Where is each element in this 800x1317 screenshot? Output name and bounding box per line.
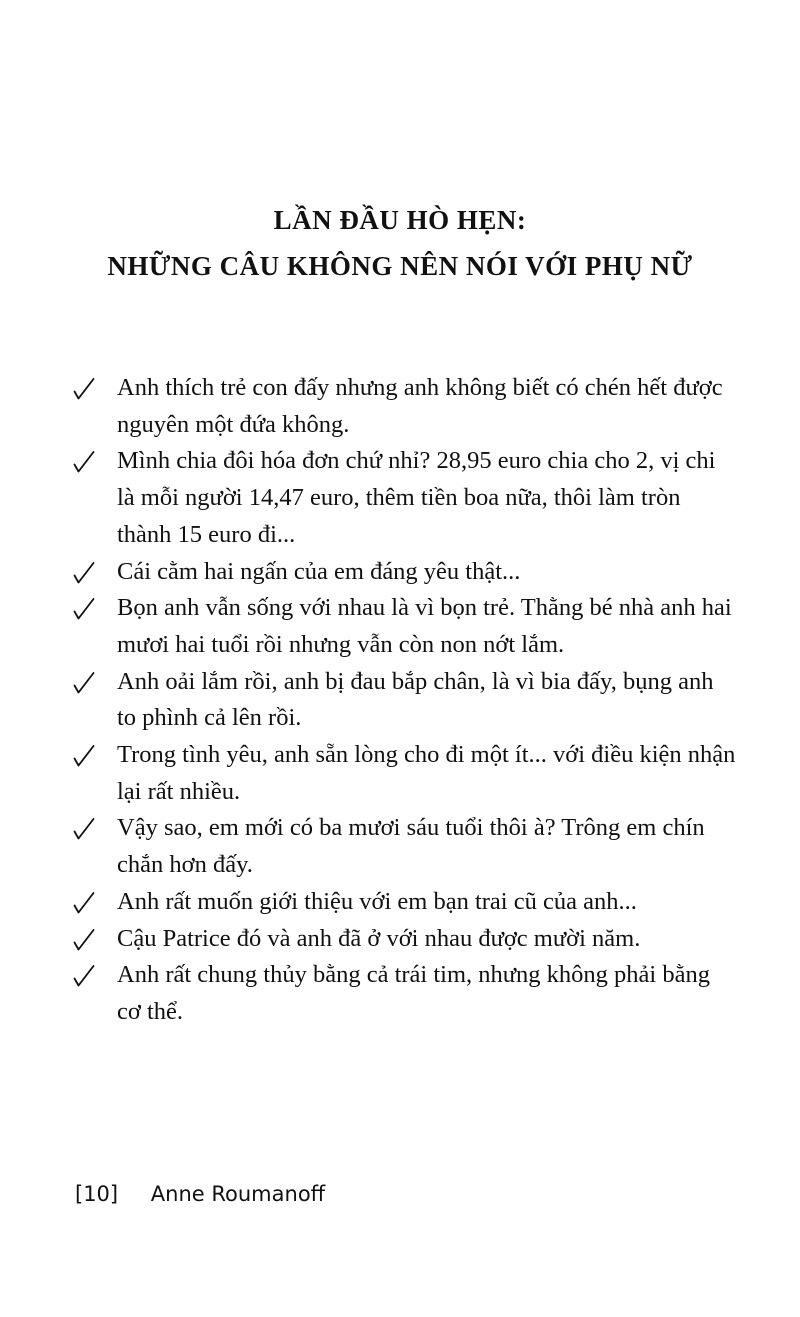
checkmark-icon bbox=[72, 817, 96, 841]
author-name: Anne Roumanoff bbox=[150, 1182, 326, 1206]
checkmark-icon bbox=[72, 561, 96, 585]
chapter-title-line-2: NHỮNG CÂU KHÔNG NÊN NÓI VỚI PHỤ NỮ bbox=[107, 251, 693, 281]
list-item bbox=[72, 810, 737, 883]
checkmark-icon bbox=[72, 597, 96, 621]
list-item bbox=[72, 443, 737, 553]
list-item-text: Cái cằm hai ngấn của em đáng yêu thật... bbox=[117, 557, 521, 585]
checkmark-icon bbox=[72, 891, 96, 915]
list-item-text: Mình chia đôi hóa đơn chứ nhỉ? 28,95 euro chia cho 2, vị chi là mỗi người 14,47 euro, thêm tiền boa nữa, thôi làm tròn thành 15 euro đi... bbox=[117, 447, 716, 548]
list-item bbox=[72, 957, 737, 1030]
checkmark-icon bbox=[72, 377, 96, 401]
list-item-text: Anh rất muốn giới thiệu với em bạn trai cũ của anh... bbox=[117, 887, 637, 915]
list-item-text: Anh oải lắm rồi, anh bị đau bắp chân, là vì bia đấy, bụng anh to phình cả lên rồi. bbox=[117, 667, 714, 732]
phrase-list bbox=[72, 370, 737, 1031]
list-item-text: Cậu Patrice đó và anh đã ở với nhau được mười năm. bbox=[117, 924, 641, 952]
checkmark-icon bbox=[72, 450, 96, 474]
list-item bbox=[72, 664, 737, 737]
chapter-title-line-1: LẦN ĐẦU HÒ HẸN: bbox=[273, 205, 527, 235]
list-item bbox=[72, 590, 737, 663]
list-item bbox=[72, 884, 737, 921]
list-item-text: Anh rất chung thủy bằng cả trái tim, nhưng không phải bằng cơ thể. bbox=[117, 961, 710, 1025]
checkmark-icon bbox=[72, 964, 96, 988]
checkmark-icon bbox=[72, 928, 96, 952]
list-item bbox=[72, 737, 737, 810]
list-item-text: Trong tình yêu, anh sẵn lòng cho đi một ít... với điều kiện nhận lại rất nhiều. bbox=[117, 741, 736, 805]
list-item bbox=[72, 921, 737, 958]
list-item-text: Bọn anh vẫn sống với nhau là vì bọn trẻ. Thằng bé nhà anh hai mươi hai tuổi rồi nhưng vẫn còn non nớt lắm. bbox=[117, 594, 732, 658]
checkmark-icon bbox=[72, 744, 96, 768]
list-item bbox=[72, 370, 737, 443]
list-item bbox=[72, 554, 737, 591]
list-item-text: Anh thích trẻ con đấy nhưng anh không biết có chén hết được nguyên một đứa không. bbox=[117, 374, 723, 438]
page-footer bbox=[75, 1180, 325, 1208]
checkmark-icon bbox=[72, 671, 96, 695]
page-number: [10] bbox=[75, 1182, 119, 1206]
list-item-text: Vậy sao, em mới có ba mươi sáu tuổi thôi à? Trông em chín chắn hơn đấy. bbox=[117, 814, 705, 879]
chapter-title bbox=[0, 197, 800, 289]
